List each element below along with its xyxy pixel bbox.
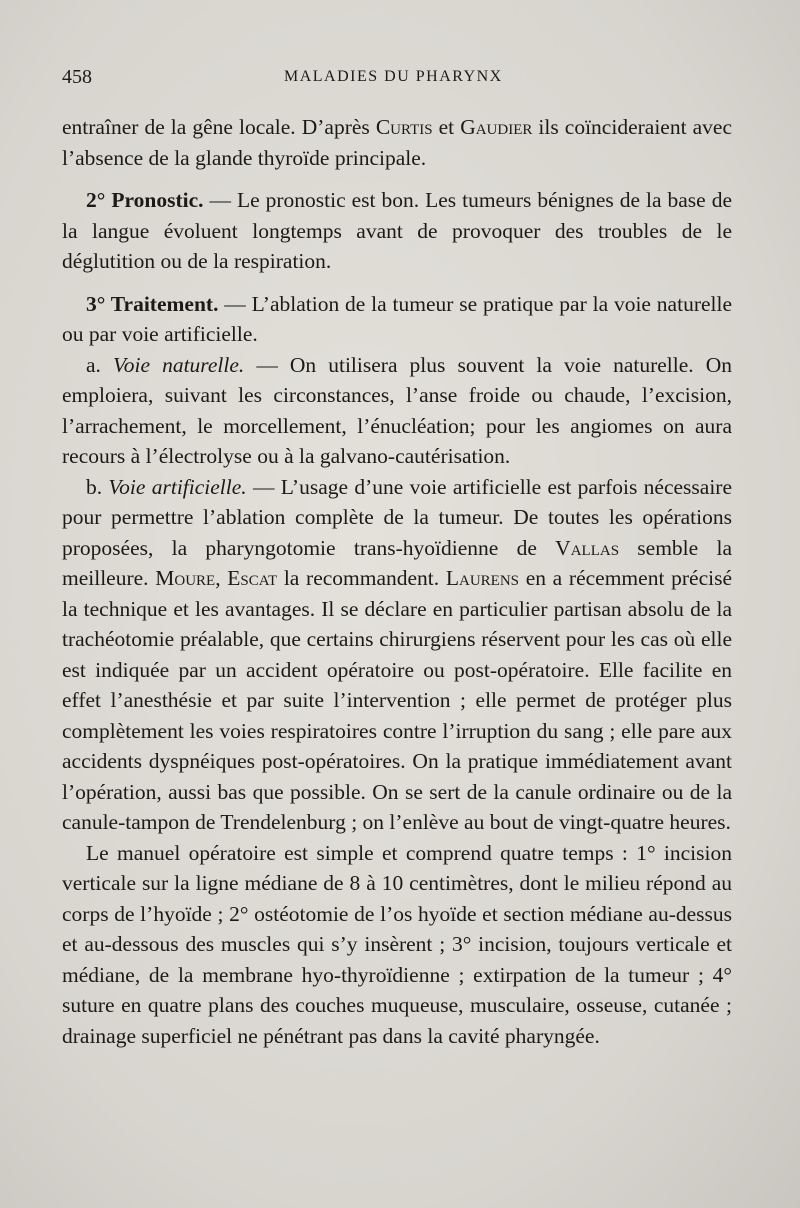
paragraph-pronostic: 2° Pronostic. — Le pronostic est bon. Les tumeurs bénignes de la base de la langue évoluent longtemps avant de provoquer des troubles de le déglutition ou de la respiration.	[62, 188, 732, 273]
author-name: Curtis	[375, 115, 433, 139]
author-name: Vallas	[555, 535, 620, 560]
body-text	[62, 112, 732, 1051]
paragraph-voie-artificielle: b. Voie artificielle. — L’usage d’une voie artificielle est parfois nécessaire pour permettre l’ablation complète de la tumeur. De toutes les opérations proposées, la pharyngotomie trans-hyoïdienne de Vallas semble la meilleure. Moure, Escat la recommandent. Laurens en a récemment précisé la technique et les avantages. Il se déclare en particulier partisan absolu de la trachéotomie préalable, que certains chirurgiens réservent pour les cas où elle est indiquée par un accident opératoire ou post-opératoire. Elle facilite en effet l’anesthésie et par suite l’intervention ; elle permet de protéger plus complètement les voies respiratoires contre l’irruption du sang ; elle pare aux accidents dyspnéiques post-opératoires. On la pratique immédiatement avant l’opération, aussi bas que possible. On se sert de la canule ordinaire ou de la canule-tampon de Trendelenburg ; on l’enlève au bout de vingt-quatre heures.	[62, 474, 732, 834]
author-name: Moure	[155, 566, 216, 590]
running-title: MALADIES DU PHARYNX	[284, 68, 503, 85]
paragraph-voie-naturelle: a. Voie naturelle. — On utilisera plus souvent la voie naturelle. On emploiera, suivant les circonstances, l’anse froide ou chaude, l’excision, l’arrachement, le morcellement, l’énucléation; pour les angiomes on aura recours à l’électrolyse ou à la galvano-cautérisation.	[62, 352, 732, 468]
author-name: Laurens	[445, 566, 519, 590]
paragraph-manuel-operatoire: Le manuel opératoire est simple et comprend quatre temps : 1° incision verticale sur la ligne médiane de 8 à 10 centimètres, dont le milieu répond au corps de l’hyoïde ; 2° ostéotomie de l’os hyoïde et section médiane au-dessus et au-dessous des muscles qui s’y insèrent ; 3° incision, toujours verticale et médiane, de la membrane hyo-thyroïdienne ; extirpation de la tumeur ; 4° suture en quatre plans des couches muqueuse, musculaire, osseuse, cutanée ; drainage superficiel ne pénétrant pas dans la cavité pharyngée.	[62, 840, 732, 1048]
author-name: Gaudier	[460, 115, 533, 139]
author-name: Escat	[227, 566, 278, 590]
subsection-title: Voie naturelle.	[112, 352, 245, 377]
section-heading: 3° Traitement.	[86, 291, 219, 316]
page-number: 458	[62, 66, 92, 88]
subsection-title: Voie artificielle.	[108, 474, 247, 499]
section-heading: 2° Pronostic.	[86, 188, 204, 212]
paragraph-continuation: entraîner de la gêne locale. D’après Curtis et Gaudier ils coïncideraient avec l’absence de la glande thyroïde principale.	[62, 115, 732, 170]
paragraph-traitement: 3° Traitement. — L’ablation de la tumeur se pratique par la voie naturelle ou par voie artificielle.	[62, 291, 733, 346]
page-header	[62, 66, 742, 96]
